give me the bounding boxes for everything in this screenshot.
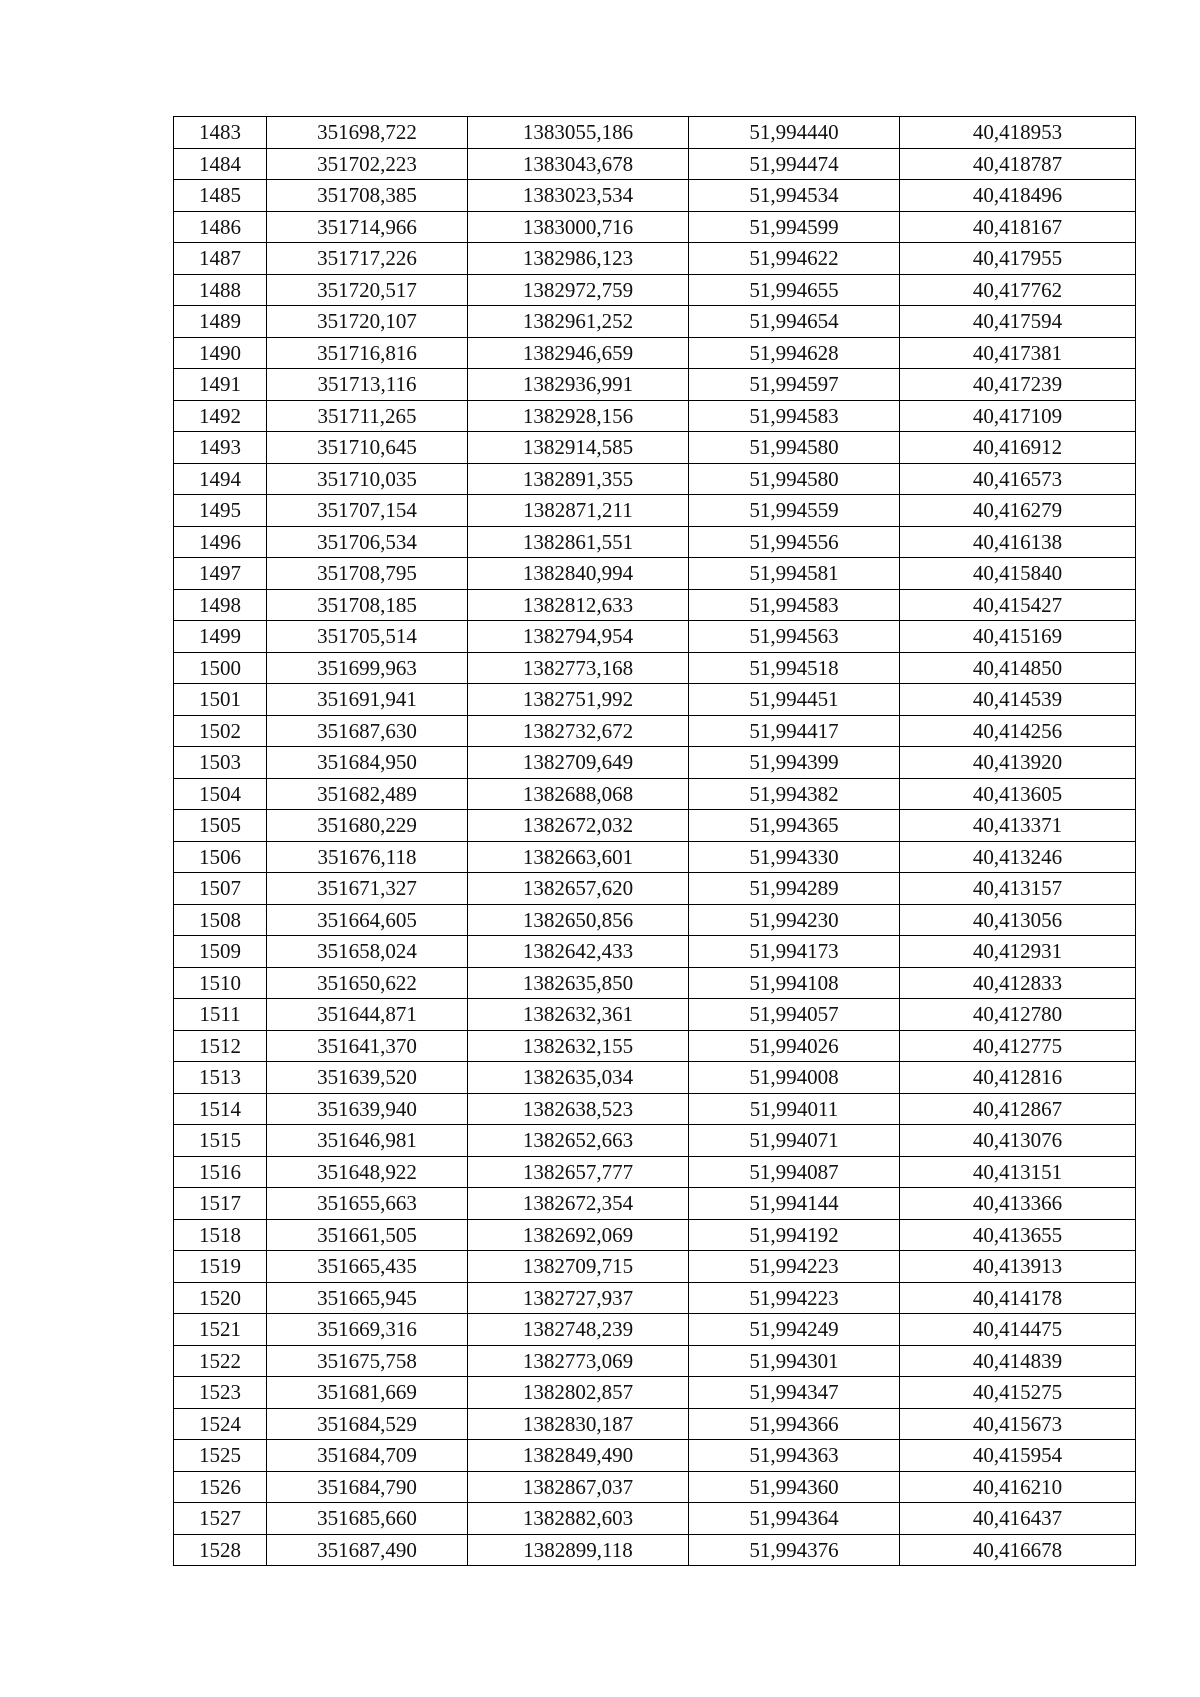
longitude-cell: 40,413157	[900, 873, 1136, 905]
x-coordinate-cell: 351710,035	[267, 463, 468, 495]
y-coordinate-cell: 1382867,037	[468, 1471, 689, 1503]
point-number-cell: 1521	[174, 1314, 267, 1346]
x-coordinate-cell: 351708,185	[267, 589, 468, 621]
longitude-cell: 40,417762	[900, 274, 1136, 306]
latitude-cell: 51,994599	[689, 211, 900, 243]
latitude-cell: 51,994580	[689, 432, 900, 464]
y-coordinate-cell: 1382727,937	[468, 1282, 689, 1314]
point-number-cell: 1526	[174, 1471, 267, 1503]
table-row	[174, 117, 1136, 149]
latitude-cell: 51,994347	[689, 1377, 900, 1409]
table-row	[174, 747, 1136, 779]
x-coordinate-cell: 351684,790	[267, 1471, 468, 1503]
latitude-cell: 51,994474	[689, 148, 900, 180]
latitude-cell: 51,994289	[689, 873, 900, 905]
point-number-cell: 1492	[174, 400, 267, 432]
latitude-cell: 51,994399	[689, 747, 900, 779]
latitude-cell: 51,994628	[689, 337, 900, 369]
table-row	[174, 841, 1136, 873]
x-coordinate-cell: 351644,871	[267, 999, 468, 1031]
latitude-cell: 51,994583	[689, 589, 900, 621]
longitude-cell: 40,418787	[900, 148, 1136, 180]
y-coordinate-cell: 1382688,068	[468, 778, 689, 810]
x-coordinate-cell: 351658,024	[267, 936, 468, 968]
point-number-cell: 1520	[174, 1282, 267, 1314]
point-number-cell: 1501	[174, 684, 267, 716]
y-coordinate-cell: 1382972,759	[468, 274, 689, 306]
table-row	[174, 715, 1136, 747]
latitude-cell: 51,994451	[689, 684, 900, 716]
point-number-cell: 1513	[174, 1062, 267, 1094]
table-row	[174, 306, 1136, 338]
y-coordinate-cell: 1383043,678	[468, 148, 689, 180]
longitude-cell: 40,415840	[900, 558, 1136, 590]
point-number-cell: 1497	[174, 558, 267, 590]
point-number-cell: 1505	[174, 810, 267, 842]
x-coordinate-cell: 351698,722	[267, 117, 468, 149]
longitude-cell: 40,415275	[900, 1377, 1136, 1409]
y-coordinate-cell: 1382672,032	[468, 810, 689, 842]
x-coordinate-cell: 351707,154	[267, 495, 468, 527]
x-coordinate-cell: 351691,941	[267, 684, 468, 716]
y-coordinate-cell: 1382802,857	[468, 1377, 689, 1409]
table-row	[174, 495, 1136, 527]
x-coordinate-cell: 351685,660	[267, 1503, 468, 1535]
longitude-cell: 40,412780	[900, 999, 1136, 1031]
latitude-cell: 51,994563	[689, 621, 900, 653]
point-number-cell: 1490	[174, 337, 267, 369]
point-number-cell: 1503	[174, 747, 267, 779]
point-number-cell: 1525	[174, 1440, 267, 1472]
longitude-cell: 40,413246	[900, 841, 1136, 873]
longitude-cell: 40,412775	[900, 1030, 1136, 1062]
x-coordinate-cell: 351639,520	[267, 1062, 468, 1094]
longitude-cell: 40,412833	[900, 967, 1136, 999]
table-row	[174, 1345, 1136, 1377]
x-coordinate-cell: 351655,663	[267, 1188, 468, 1220]
x-coordinate-cell: 351665,945	[267, 1282, 468, 1314]
coordinates-table	[173, 116, 1136, 1566]
table-row	[174, 400, 1136, 432]
y-coordinate-cell: 1382751,992	[468, 684, 689, 716]
point-number-cell: 1500	[174, 652, 267, 684]
table-row	[174, 873, 1136, 905]
longitude-cell: 40,414475	[900, 1314, 1136, 1346]
table-row	[174, 1377, 1136, 1409]
longitude-cell: 40,413366	[900, 1188, 1136, 1220]
x-coordinate-cell: 351676,118	[267, 841, 468, 873]
latitude-cell: 51,994071	[689, 1125, 900, 1157]
point-number-cell: 1511	[174, 999, 267, 1031]
table-row	[174, 1188, 1136, 1220]
table-row	[174, 211, 1136, 243]
point-number-cell: 1485	[174, 180, 267, 212]
table-row	[174, 1471, 1136, 1503]
x-coordinate-cell: 351708,795	[267, 558, 468, 590]
longitude-cell: 40,416912	[900, 432, 1136, 464]
point-number-cell: 1522	[174, 1345, 267, 1377]
longitude-cell: 40,413371	[900, 810, 1136, 842]
y-coordinate-cell: 1382794,954	[468, 621, 689, 653]
x-coordinate-cell: 351720,517	[267, 274, 468, 306]
x-coordinate-cell: 351684,709	[267, 1440, 468, 1472]
latitude-cell: 51,994382	[689, 778, 900, 810]
table-row	[174, 369, 1136, 401]
point-number-cell: 1507	[174, 873, 267, 905]
table-row	[174, 148, 1136, 180]
y-coordinate-cell: 1382663,601	[468, 841, 689, 873]
point-number-cell: 1486	[174, 211, 267, 243]
latitude-cell: 51,994360	[689, 1471, 900, 1503]
x-coordinate-cell: 351664,605	[267, 904, 468, 936]
x-coordinate-cell: 351650,622	[267, 967, 468, 999]
table-row	[174, 526, 1136, 558]
latitude-cell: 51,994654	[689, 306, 900, 338]
latitude-cell: 51,994223	[689, 1251, 900, 1283]
longitude-cell: 40,414256	[900, 715, 1136, 747]
x-coordinate-cell: 351708,385	[267, 180, 468, 212]
y-coordinate-cell: 1382657,777	[468, 1156, 689, 1188]
x-coordinate-cell: 351714,966	[267, 211, 468, 243]
table-row	[174, 652, 1136, 684]
table-row	[174, 463, 1136, 495]
table-row	[174, 1408, 1136, 1440]
y-coordinate-cell: 1382773,069	[468, 1345, 689, 1377]
latitude-cell: 51,994622	[689, 243, 900, 275]
y-coordinate-cell: 1382657,620	[468, 873, 689, 905]
longitude-cell: 40,413913	[900, 1251, 1136, 1283]
y-coordinate-cell: 1382709,715	[468, 1251, 689, 1283]
y-coordinate-cell: 1382632,155	[468, 1030, 689, 1062]
longitude-cell: 40,418496	[900, 180, 1136, 212]
table-row	[174, 589, 1136, 621]
longitude-cell: 40,417239	[900, 369, 1136, 401]
point-number-cell: 1483	[174, 117, 267, 149]
y-coordinate-cell: 1382928,156	[468, 400, 689, 432]
table-row	[174, 904, 1136, 936]
table-row	[174, 337, 1136, 369]
y-coordinate-cell: 1382635,034	[468, 1062, 689, 1094]
point-number-cell: 1528	[174, 1534, 267, 1566]
table-row	[174, 1534, 1136, 1566]
y-coordinate-cell: 1382986,123	[468, 243, 689, 275]
x-coordinate-cell: 351716,816	[267, 337, 468, 369]
y-coordinate-cell: 1382961,252	[468, 306, 689, 338]
longitude-cell: 40,417381	[900, 337, 1136, 369]
table-row	[174, 967, 1136, 999]
table-row	[174, 1156, 1136, 1188]
y-coordinate-cell: 1382946,659	[468, 337, 689, 369]
longitude-cell: 40,413655	[900, 1219, 1136, 1251]
point-number-cell: 1509	[174, 936, 267, 968]
y-coordinate-cell: 1383023,534	[468, 180, 689, 212]
table-row	[174, 1062, 1136, 1094]
table-row	[174, 1440, 1136, 1472]
latitude-cell: 51,994057	[689, 999, 900, 1031]
latitude-cell: 51,994026	[689, 1030, 900, 1062]
longitude-cell: 40,413605	[900, 778, 1136, 810]
table-row	[174, 999, 1136, 1031]
point-number-cell: 1523	[174, 1377, 267, 1409]
y-coordinate-cell: 1382652,663	[468, 1125, 689, 1157]
y-coordinate-cell: 1382882,603	[468, 1503, 689, 1535]
x-coordinate-cell: 351671,327	[267, 873, 468, 905]
latitude-cell: 51,994583	[689, 400, 900, 432]
y-coordinate-cell: 1382650,856	[468, 904, 689, 936]
x-coordinate-cell: 351646,981	[267, 1125, 468, 1157]
point-number-cell: 1499	[174, 621, 267, 653]
x-coordinate-cell: 351684,529	[267, 1408, 468, 1440]
point-number-cell: 1493	[174, 432, 267, 464]
latitude-cell: 51,994192	[689, 1219, 900, 1251]
point-number-cell: 1516	[174, 1156, 267, 1188]
longitude-cell: 40,412816	[900, 1062, 1136, 1094]
latitude-cell: 51,994440	[689, 117, 900, 149]
point-number-cell: 1518	[174, 1219, 267, 1251]
x-coordinate-cell: 351639,940	[267, 1093, 468, 1125]
longitude-cell: 40,413920	[900, 747, 1136, 779]
longitude-cell: 40,413151	[900, 1156, 1136, 1188]
x-coordinate-cell: 351711,265	[267, 400, 468, 432]
y-coordinate-cell: 1382840,994	[468, 558, 689, 590]
x-coordinate-cell: 351675,758	[267, 1345, 468, 1377]
point-number-cell: 1496	[174, 526, 267, 558]
latitude-cell: 51,994011	[689, 1093, 900, 1125]
y-coordinate-cell: 1382635,850	[468, 967, 689, 999]
table-row	[174, 274, 1136, 306]
point-number-cell: 1489	[174, 306, 267, 338]
y-coordinate-cell: 1383000,716	[468, 211, 689, 243]
point-number-cell: 1519	[174, 1251, 267, 1283]
longitude-cell: 40,416573	[900, 463, 1136, 495]
table-row	[174, 936, 1136, 968]
point-number-cell: 1487	[174, 243, 267, 275]
latitude-cell: 51,994655	[689, 274, 900, 306]
y-coordinate-cell: 1382638,523	[468, 1093, 689, 1125]
longitude-cell: 40,416437	[900, 1503, 1136, 1535]
point-number-cell: 1491	[174, 369, 267, 401]
table-row	[174, 1219, 1136, 1251]
x-coordinate-cell: 351669,316	[267, 1314, 468, 1346]
table-row	[174, 1314, 1136, 1346]
table-row	[174, 1093, 1136, 1125]
table-row	[174, 1251, 1136, 1283]
x-coordinate-cell: 351706,534	[267, 526, 468, 558]
latitude-cell: 51,994087	[689, 1156, 900, 1188]
latitude-cell: 51,994008	[689, 1062, 900, 1094]
longitude-cell: 40,417109	[900, 400, 1136, 432]
point-number-cell: 1494	[174, 463, 267, 495]
point-number-cell: 1512	[174, 1030, 267, 1062]
latitude-cell: 51,994364	[689, 1503, 900, 1535]
point-number-cell: 1527	[174, 1503, 267, 1535]
latitude-cell: 51,994417	[689, 715, 900, 747]
point-number-cell: 1504	[174, 778, 267, 810]
y-coordinate-cell: 1382812,633	[468, 589, 689, 621]
longitude-cell: 40,414539	[900, 684, 1136, 716]
latitude-cell: 51,994597	[689, 369, 900, 401]
point-number-cell: 1484	[174, 148, 267, 180]
latitude-cell: 51,994301	[689, 1345, 900, 1377]
x-coordinate-cell: 351710,645	[267, 432, 468, 464]
y-coordinate-cell: 1382849,490	[468, 1440, 689, 1472]
x-coordinate-cell: 351680,229	[267, 810, 468, 842]
y-coordinate-cell: 1382748,239	[468, 1314, 689, 1346]
longitude-cell: 40,415673	[900, 1408, 1136, 1440]
point-number-cell: 1510	[174, 967, 267, 999]
x-coordinate-cell: 351661,505	[267, 1219, 468, 1251]
y-coordinate-cell: 1382871,211	[468, 495, 689, 527]
latitude-cell: 51,994249	[689, 1314, 900, 1346]
latitude-cell: 51,994363	[689, 1440, 900, 1472]
point-number-cell: 1524	[174, 1408, 267, 1440]
y-coordinate-cell: 1382891,355	[468, 463, 689, 495]
longitude-cell: 40,417955	[900, 243, 1136, 275]
longitude-cell: 40,416138	[900, 526, 1136, 558]
latitude-cell: 51,994580	[689, 463, 900, 495]
table-row	[174, 1282, 1136, 1314]
longitude-cell: 40,416210	[900, 1471, 1136, 1503]
longitude-cell: 40,418167	[900, 211, 1136, 243]
table-row	[174, 180, 1136, 212]
y-coordinate-cell: 1382692,069	[468, 1219, 689, 1251]
longitude-cell: 40,416279	[900, 495, 1136, 527]
point-number-cell: 1515	[174, 1125, 267, 1157]
x-coordinate-cell: 351699,963	[267, 652, 468, 684]
table-row	[174, 1030, 1136, 1062]
latitude-cell: 51,994365	[689, 810, 900, 842]
y-coordinate-cell: 1382914,585	[468, 432, 689, 464]
y-coordinate-cell: 1382632,361	[468, 999, 689, 1031]
y-coordinate-cell: 1382672,354	[468, 1188, 689, 1220]
table-row	[174, 243, 1136, 275]
latitude-cell: 51,994534	[689, 180, 900, 212]
table-row	[174, 778, 1136, 810]
x-coordinate-cell: 351665,435	[267, 1251, 468, 1283]
longitude-cell: 40,417594	[900, 306, 1136, 338]
point-number-cell: 1498	[174, 589, 267, 621]
longitude-cell: 40,412867	[900, 1093, 1136, 1125]
y-coordinate-cell: 1382709,649	[468, 747, 689, 779]
latitude-cell: 51,994330	[689, 841, 900, 873]
coordinates-table-body	[174, 117, 1136, 1566]
longitude-cell: 40,415169	[900, 621, 1136, 653]
point-number-cell: 1508	[174, 904, 267, 936]
table-row	[174, 1125, 1136, 1157]
x-coordinate-cell: 351702,223	[267, 148, 468, 180]
latitude-cell: 51,994108	[689, 967, 900, 999]
y-coordinate-cell: 1382936,991	[468, 369, 689, 401]
x-coordinate-cell: 351648,922	[267, 1156, 468, 1188]
y-coordinate-cell: 1382642,433	[468, 936, 689, 968]
x-coordinate-cell: 351713,116	[267, 369, 468, 401]
x-coordinate-cell: 351682,489	[267, 778, 468, 810]
longitude-cell: 40,412931	[900, 936, 1136, 968]
x-coordinate-cell: 351684,950	[267, 747, 468, 779]
latitude-cell: 51,994518	[689, 652, 900, 684]
point-number-cell: 1502	[174, 715, 267, 747]
point-number-cell: 1506	[174, 841, 267, 873]
latitude-cell: 51,994556	[689, 526, 900, 558]
x-coordinate-cell: 351687,490	[267, 1534, 468, 1566]
x-coordinate-cell: 351720,107	[267, 306, 468, 338]
longitude-cell: 40,414850	[900, 652, 1136, 684]
latitude-cell: 51,994223	[689, 1282, 900, 1314]
latitude-cell: 51,994366	[689, 1408, 900, 1440]
point-number-cell: 1514	[174, 1093, 267, 1125]
table-row	[174, 621, 1136, 653]
latitude-cell: 51,994376	[689, 1534, 900, 1566]
point-number-cell: 1495	[174, 495, 267, 527]
table-row	[174, 810, 1136, 842]
latitude-cell: 51,994559	[689, 495, 900, 527]
latitude-cell: 51,994230	[689, 904, 900, 936]
y-coordinate-cell: 1382732,672	[468, 715, 689, 747]
longitude-cell: 40,413076	[900, 1125, 1136, 1157]
y-coordinate-cell: 1382773,168	[468, 652, 689, 684]
x-coordinate-cell: 351681,669	[267, 1377, 468, 1409]
table-row	[174, 1503, 1136, 1535]
x-coordinate-cell: 351705,514	[267, 621, 468, 653]
latitude-cell: 51,994581	[689, 558, 900, 590]
x-coordinate-cell: 351717,226	[267, 243, 468, 275]
y-coordinate-cell: 1383055,186	[468, 117, 689, 149]
longitude-cell: 40,413056	[900, 904, 1136, 936]
table-row	[174, 684, 1136, 716]
table-row	[174, 558, 1136, 590]
y-coordinate-cell: 1382899,118	[468, 1534, 689, 1566]
latitude-cell: 51,994144	[689, 1188, 900, 1220]
y-coordinate-cell: 1382830,187	[468, 1408, 689, 1440]
y-coordinate-cell: 1382861,551	[468, 526, 689, 558]
longitude-cell: 40,415954	[900, 1440, 1136, 1472]
point-number-cell: 1517	[174, 1188, 267, 1220]
table-row	[174, 432, 1136, 464]
longitude-cell: 40,416678	[900, 1534, 1136, 1566]
longitude-cell: 40,414839	[900, 1345, 1136, 1377]
longitude-cell: 40,415427	[900, 589, 1136, 621]
x-coordinate-cell: 351687,630	[267, 715, 468, 747]
x-coordinate-cell: 351641,370	[267, 1030, 468, 1062]
point-number-cell: 1488	[174, 274, 267, 306]
longitude-cell: 40,414178	[900, 1282, 1136, 1314]
longitude-cell: 40,418953	[900, 117, 1136, 149]
latitude-cell: 51,994173	[689, 936, 900, 968]
